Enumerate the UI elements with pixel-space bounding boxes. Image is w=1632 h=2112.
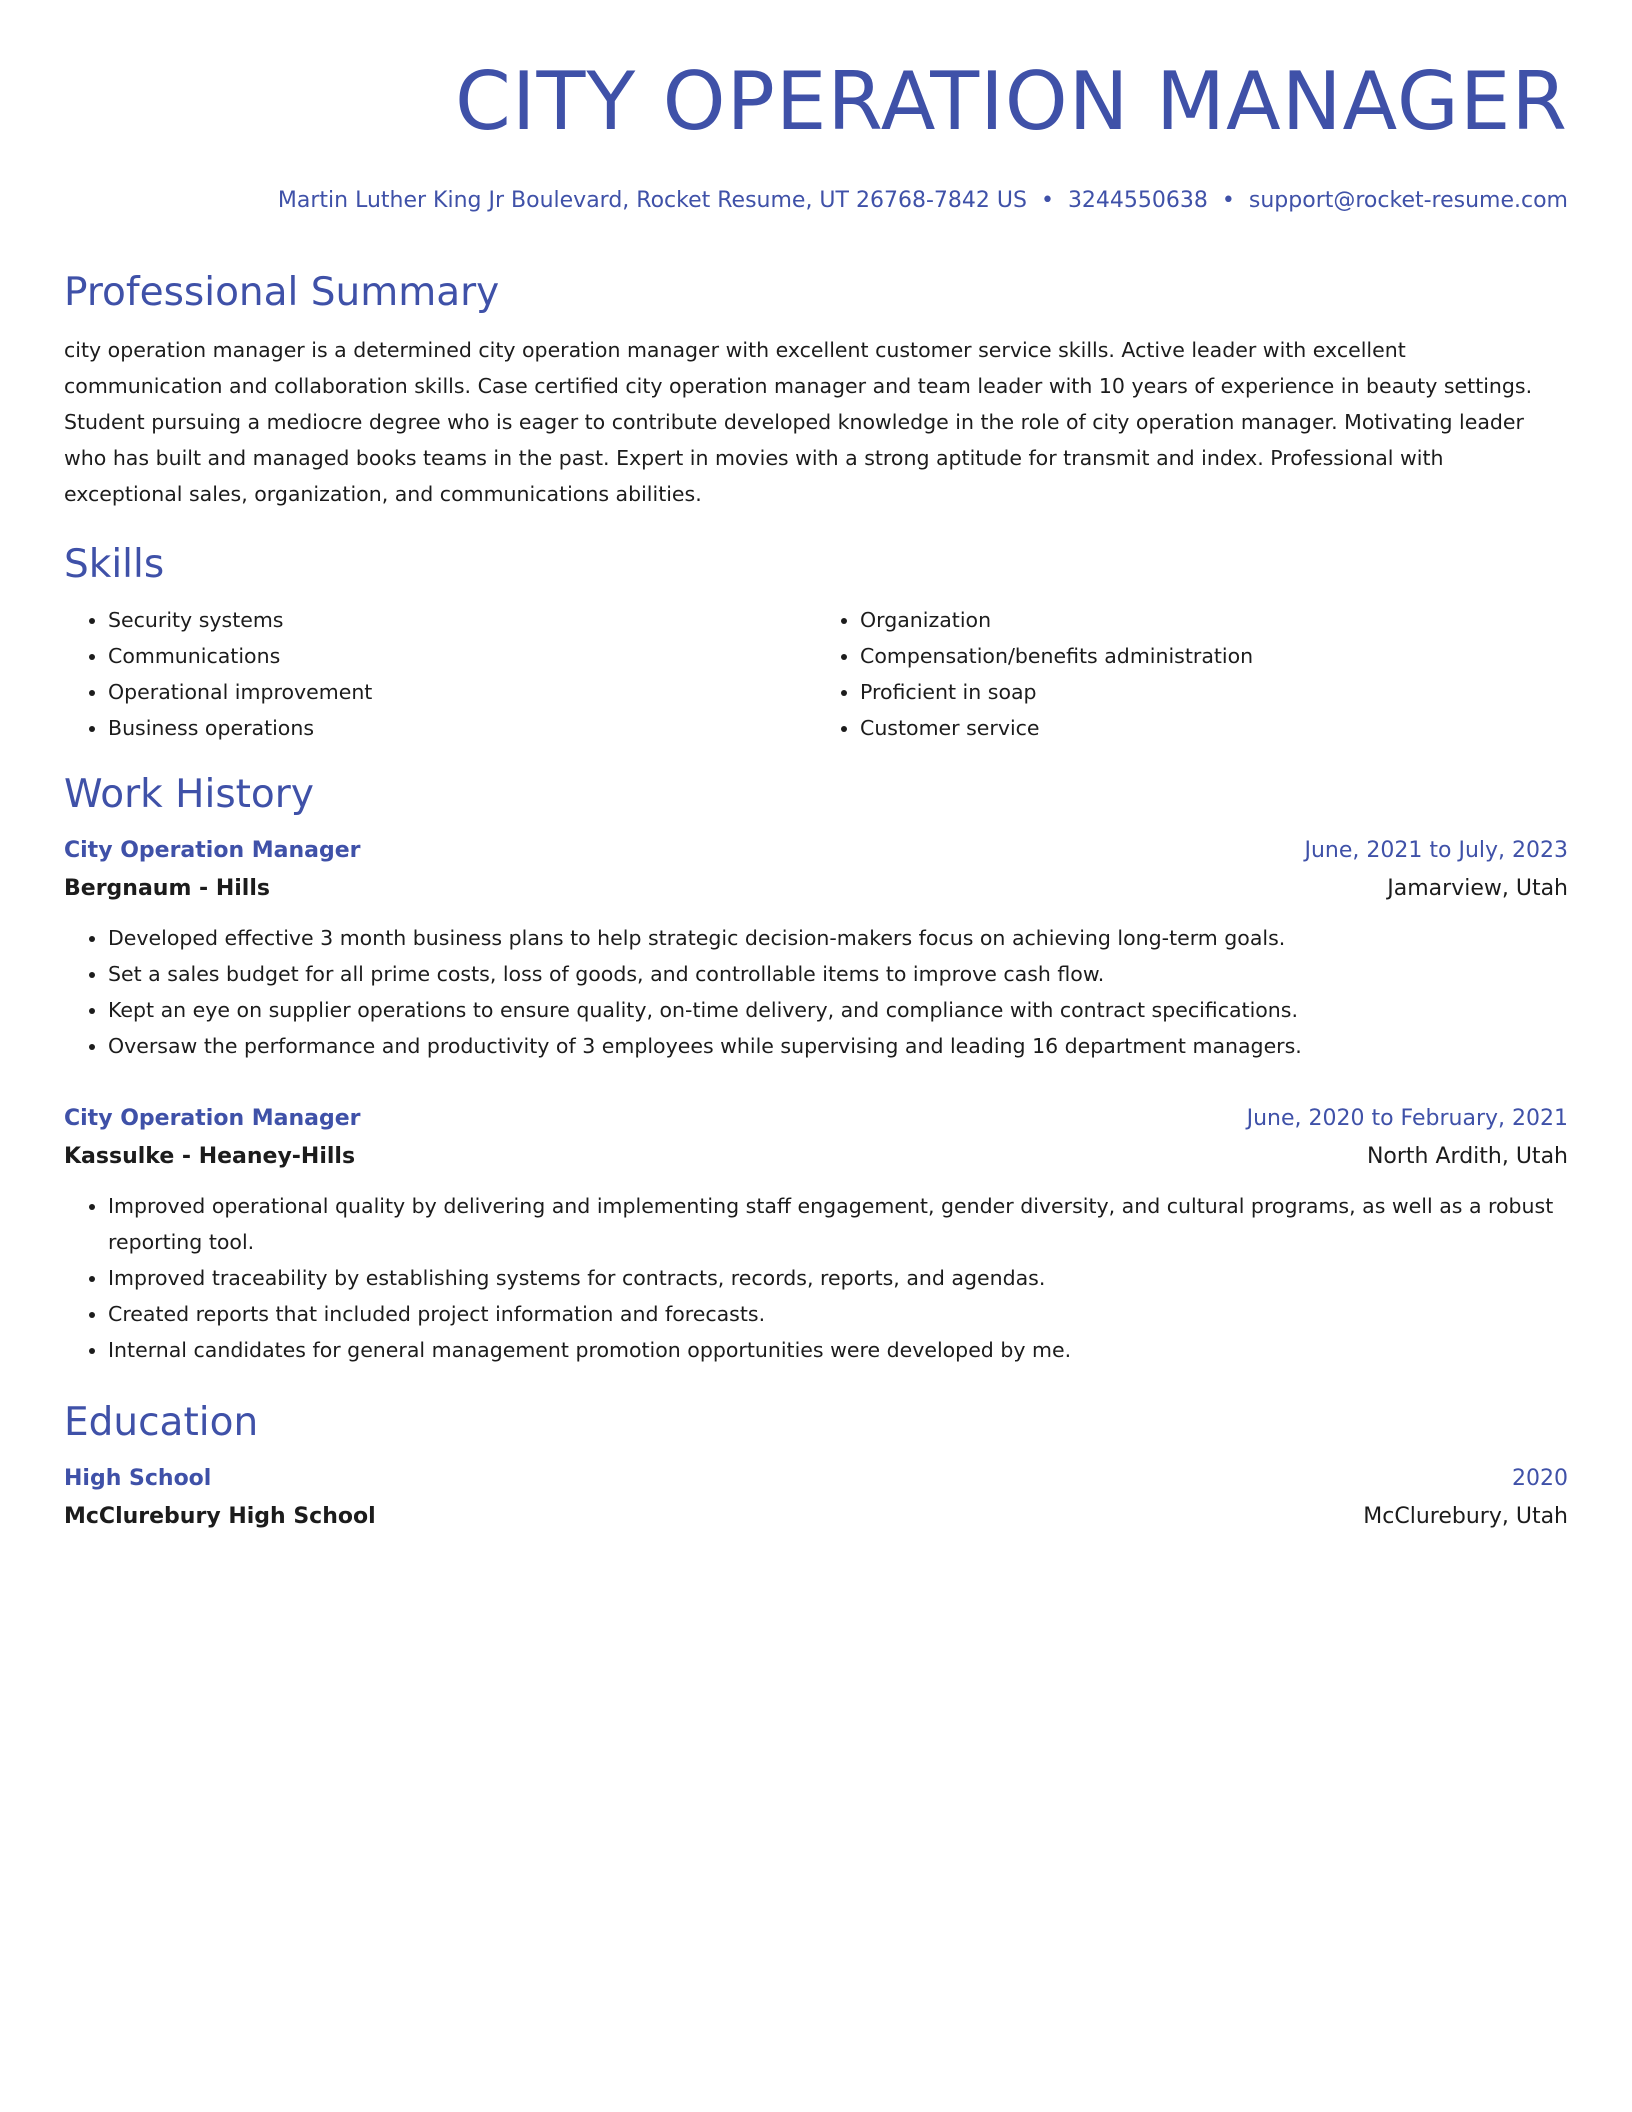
job-employer-row bbox=[64, 870, 1568, 908]
education-header-row bbox=[64, 1460, 1568, 1498]
skill-item: • Operational improvement bbox=[108, 674, 816, 710]
skills-list bbox=[64, 602, 1568, 746]
job-dates: June, 2020 to February, 2021 bbox=[1246, 1106, 1568, 1131]
job-dates: June, 2021 to July, 2023 bbox=[1304, 838, 1568, 863]
contact-address: Martin Luther King Jr Boulevard, Rocket Resume, UT 26768-7842 US bbox=[277, 188, 1027, 213]
education-school: McClurebury High School bbox=[64, 1504, 376, 1529]
job-bullet: • Improved traceability by establishing systems for contracts, records, reports, and agendas. bbox=[108, 1260, 1568, 1296]
job-entry bbox=[64, 832, 1568, 1064]
skill-item: • Security systems bbox=[108, 602, 816, 638]
skills-column-left bbox=[64, 602, 816, 746]
section-heading-work-history: Work History bbox=[64, 772, 314, 817]
education-degree: High School bbox=[64, 1466, 212, 1491]
education-school-row bbox=[64, 1498, 1568, 1536]
skill-item: • Organization bbox=[860, 602, 1568, 638]
job-bullet: • Oversaw the performance and productivity of 3 employees while supervising and leading 16 department managers. bbox=[108, 1028, 1568, 1064]
section-heading-skills: Skills bbox=[64, 542, 165, 587]
contact-separator: • bbox=[1221, 188, 1235, 213]
job-employer: Kassulke - Heaney-Hills bbox=[64, 1144, 356, 1169]
job-bullet: • Created reports that included project information and forecasts. bbox=[108, 1296, 1568, 1332]
education-entry bbox=[64, 1460, 1568, 1536]
education-location: McClurebury, Utah bbox=[1363, 1504, 1568, 1529]
section-heading-education: Education bbox=[64, 1400, 259, 1445]
job-bullet: • Internal candidates for general management promotion opportunities were developed by me. bbox=[108, 1332, 1568, 1368]
job-header-row bbox=[64, 1100, 1568, 1138]
skill-item: • Compensation/benefits administration bbox=[860, 638, 1568, 674]
education-year: 2020 bbox=[1512, 1466, 1568, 1491]
job-title: City Operation Manager bbox=[64, 838, 361, 863]
skills-column-right bbox=[816, 602, 1568, 746]
contact-email: support@rocket-resume.com bbox=[1248, 188, 1568, 213]
job-bullets bbox=[64, 920, 1568, 1064]
skill-item: • Business operations bbox=[108, 710, 816, 746]
job-bullet: • Developed effective 3 month business plans to help strategic decision-makers focus on achieving long-term goals. bbox=[108, 920, 1568, 956]
job-title: City Operation Manager bbox=[64, 1106, 361, 1131]
section-heading-summary: Professional Summary bbox=[64, 270, 500, 315]
skill-item: • Customer service bbox=[860, 710, 1568, 746]
contact-phone: 3244550638 bbox=[1067, 188, 1208, 213]
contact-separator: • bbox=[1040, 188, 1054, 213]
summary-text: city operation manager is a determined city operation manager with excellent customer service skills. Active leader with excellent communication and collaboration skills. Case certified city operation manager and team leader with 10 years of experience in beauty settings. Student pursuing a mediocre degree who is eager to contribute developed knowledge in the role of city operation manager. Motivating leader who has built and managed books teams in the past. Expert in movies with a strong aptitude for transmit and index. Professional with exceptional sales, organization, and communications abilities. bbox=[64, 338, 1533, 506]
job-bullets bbox=[64, 1188, 1568, 1368]
job-header-row bbox=[64, 832, 1568, 870]
job-employer: Bergnaum - Hills bbox=[64, 876, 270, 901]
resume-title: CITY OPERATION MANAGER bbox=[455, 55, 1568, 148]
job-bullet: • Set a sales budget for all prime costs, loss of goods, and controllable items to improve cash flow. bbox=[108, 956, 1568, 992]
skill-item: • Communications bbox=[108, 638, 816, 674]
job-bullet: • Kept an eye on supplier operations to ensure quality, on-time delivery, and compliance with contract specifications. bbox=[108, 992, 1568, 1028]
job-location: Jamarview, Utah bbox=[1387, 876, 1568, 901]
job-bullet: • Improved operational quality by delivering and implementing staff engagement, gender diversity, and cultural programs, as well as a robust reporting tool. bbox=[108, 1188, 1568, 1260]
job-entry bbox=[64, 1100, 1568, 1368]
job-location: North Ardith, Utah bbox=[1366, 1144, 1568, 1169]
job-employer-row bbox=[64, 1138, 1568, 1176]
contact-line bbox=[64, 186, 1568, 216]
skill-item: • Proficient in soap bbox=[860, 674, 1568, 710]
